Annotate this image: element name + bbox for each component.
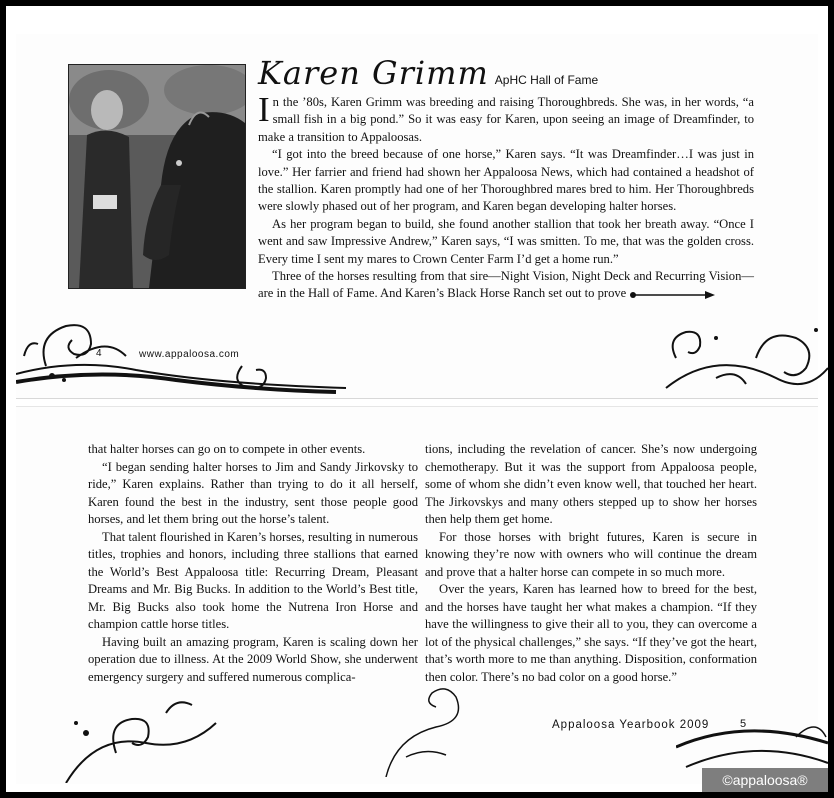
yearbook-label: Appaloosa Yearbook 2009: [552, 719, 710, 731]
horse-photo: [68, 64, 246, 289]
paragraph: That talent flourished in Karen’s horses, resulting in numerous titles, trophies and honors, including three stallions that earned the World’s Best Appaloosa title: Recurring Dream, Pleasant Dreams and Mr. Big Bucks. In addition to the World’s Best title, Mr. Big Bucks also took home the Nutrena Iron Horse and champion cattle horse titles.: [88, 529, 418, 631]
paragraph: that halter horses can go on to compete in other events.: [88, 442, 366, 456]
paragraph: Three of the horses resulting from that sire—Night Vision, Night Deck and Recurring Vision—are in the Hall of Fame. And Karen’s Black Horse Ranch set out to prove: [258, 269, 754, 301]
paragraph: Having built an amazing program, Karen is scaling down her operation due to illness. At the 2009 World Show, she underwent emergency surgery and suffered numerous complica-: [88, 634, 418, 684]
page-4: [16, 34, 818, 399]
arrow-right-icon: [629, 290, 715, 300]
hall-of-fame-label: ApHC Hall of Fame: [494, 73, 599, 87]
article-title: [258, 54, 598, 92]
paragraph: For those horses with bright futures, Karen is secure in knowing they’re now with owners who will continue the dream and prove that a halter horse can compete in so much more.: [425, 529, 757, 579]
scan-frame: [6, 6, 828, 792]
drop-cap: I: [258, 90, 270, 129]
article-column-right: [425, 441, 757, 686]
swirl-ornament-icon: [656, 318, 828, 398]
swirl-ornament-icon: [366, 677, 476, 777]
article-column-left: [88, 441, 418, 686]
article-body-top: [258, 90, 754, 303]
paragraph: As her program began to build, she found another stallion that took her breath away. “Once I went and saw Impressive Andrew,” Karen says, “I was smitten. To me, that was the golden cross. Every time I sent my mares to Crown Center Farm I’d get a home run.”: [258, 216, 754, 266]
page-number-left: 4: [96, 348, 102, 359]
person-name: Karen Grimm: [258, 54, 489, 92]
paragraph: Over the years, Karen has learned how to breed for the best, and the horses have taught her what makes a champion. “If they have the willingness to give their all to you, they can overcome a lot of the physical challenges,” she says. “If they’ve got the heart, that’s worth more to me than anything. Disposition, conformation then color. There’s no bad color on a good horse.”: [425, 582, 757, 684]
paragraph: “I got into the breed because of one horse,” Karen says. “It was Dreamfinder…I was just in love.” Her farrier and friend had shown her Appaloosa News, which had contained a headshot of the stallion. Karen promptly had one of her Thoroughbred mares bred to him. Her Thoroughbreds were slowly phased out of her program, and Karen began developing halter horses.: [258, 147, 754, 214]
paragraph: “I began sending halter horses to Jim and Sandy Jirkovsky to ride,” Karen explains. Rather than trying to do it all herself, Karen found the best in the industry, sent those people good horses, and let them bring out the horse’s talent.: [88, 459, 418, 526]
page-number-right: 5: [740, 718, 747, 730]
paragraph: tions, including the revelation of cancer. She’s now undergoing chemotherapy. But it was the support from Appaloosa people, some of whom she didn’t even know well, that touched her heart. The Jirkovskys and many others stepped up to show her horses then help them get home.: [425, 442, 757, 526]
website-url: www.appaloosa.com: [139, 349, 240, 360]
page-5: [16, 406, 818, 784]
swirl-ornament-icon: [16, 296, 356, 396]
watermark: ©appaloosa®: [702, 768, 828, 792]
paragraph: In the ’80s, Karen Grimm was breeding and raising Thoroughbreds. She was, in her words, “a small fish in a big pond.” So it was easy for Karen, upon seeing an image of Dreamfinder, to make a transition to Appaloosas.: [258, 90, 754, 144]
swirl-ornament-icon: [56, 693, 236, 783]
